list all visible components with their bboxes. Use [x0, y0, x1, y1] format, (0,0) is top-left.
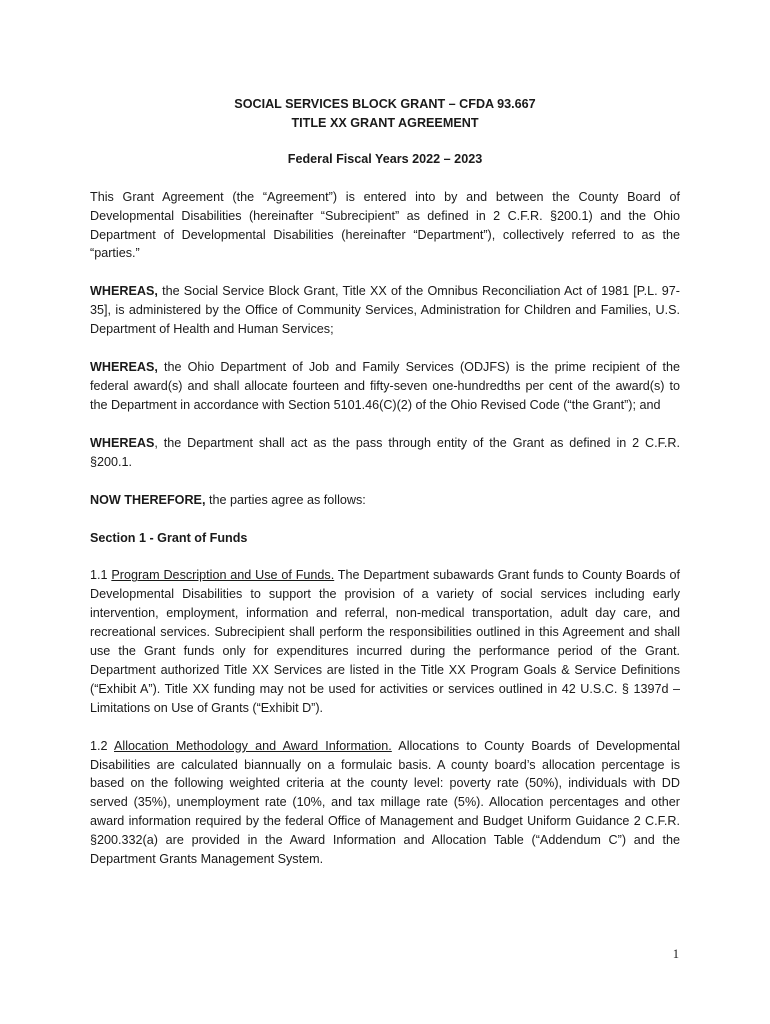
now-therefore-text: the parties agree as follows:	[205, 492, 366, 507]
title-line-2: TITLE XX GRANT AGREEMENT	[291, 115, 479, 130]
whereas-paragraph-2	[90, 358, 680, 415]
document-page	[90, 95, 680, 888]
clause-number: 1.1	[90, 568, 112, 583]
whereas-paragraph-1	[90, 282, 680, 339]
whereas-lead: WHEREAS,	[90, 360, 158, 375]
clause-title: Program Description and Use of Funds.	[111, 568, 335, 583]
section-1-1-paragraph	[90, 566, 680, 717]
document-title	[90, 95, 680, 133]
clause-number: 1.2	[90, 738, 115, 753]
section-1-2-paragraph	[90, 737, 680, 869]
page-number: 1	[672, 947, 679, 961]
clause-text: Allocations to County Boards of Developmental Disabilities are calculated biannually on a formulaic basis. A county board’s allocation percentage is based on the following weighted criteria at the county level: poverty rate (50%), individuals with DD served (35%), unemployment rate (10%, and tax millage rate (5%). Allocation percentages and other award information required by the federal Office of Management and Budget Uniform Guidance 2 C.F.R. §200.332(a) are provided in the Award Information and Allocation Table (“Addendum C”) and the Department Grants Management System.	[90, 738, 681, 867]
whereas-text: the Social Service Block Grant, Title XX of the Omnibus Reconciliation Act of 1981 [P.L. 97-35], is administered by the Office of Community Services, Administration for Children and Families, U.S. Department of Health and Human Services;	[90, 284, 680, 337]
whereas-paragraph-3	[90, 434, 680, 472]
title-line-1: SOCIAL SERVICES BLOCK GRANT – CFDA 93.667	[234, 97, 536, 111]
now-therefore-lead: NOW THEREFORE,	[90, 492, 206, 507]
section-1-heading: Section 1 - Grant of Funds	[90, 530, 248, 545]
whereas-lead: WHEREAS	[90, 435, 155, 450]
clause-title: Allocation Methodology and Award Information.	[114, 738, 392, 753]
clause-text: The Department subawards Grant funds to County Boards of Developmental Disabilities to support the provision of a variety of social services including early intervention, employment, information and referral, non-medical transportation, adult day care, and recreational services. Subrecipient shall perform the responsibilities outlined in this Agreement and shall use the Grant funds only for expenditures incurred during the performance period of the Grant. Department authorized Title XX Services are listed in the Title XX Program Goals & Service Definitions (“Exhibit A”). Title XX funding may not be used for activities or services outlined in 42 U.S.C. § 1397d – Limitations on Use of Grants (“Exhibit D”).	[90, 568, 680, 715]
whereas-lead: WHEREAS,	[90, 284, 158, 299]
fiscal-years-heading: Federal Fiscal Years 2022 – 2023	[287, 151, 483, 166]
intro-paragraph: This Grant Agreement (the “Agreement”) is entered into by and between the County Board of Developmental Disabilities (hereinafter “Subrecipient” as defined in 2 C.F.R. §200.1) and the Ohio Department of Developmental Disabilities (hereinafter “Department”), collectively referred to as the “parties.”	[90, 189, 680, 261]
whereas-text: , the Department shall act as the pass through entity of the Grant as defined in 2 C.F.R. §200.1.	[90, 435, 680, 469]
whereas-text: the Ohio Department of Job and Family Services (ODJFS) is the prime recipient of the federal award(s) and shall allocate fourteen and fifty-seven one-hundredths per cent of the award(s) to the Department in accordance with Section 5101.46(C)(2) of the Ohio Revised Code (“the Grant”); and	[90, 360, 680, 412]
now-therefore-paragraph	[90, 491, 680, 510]
